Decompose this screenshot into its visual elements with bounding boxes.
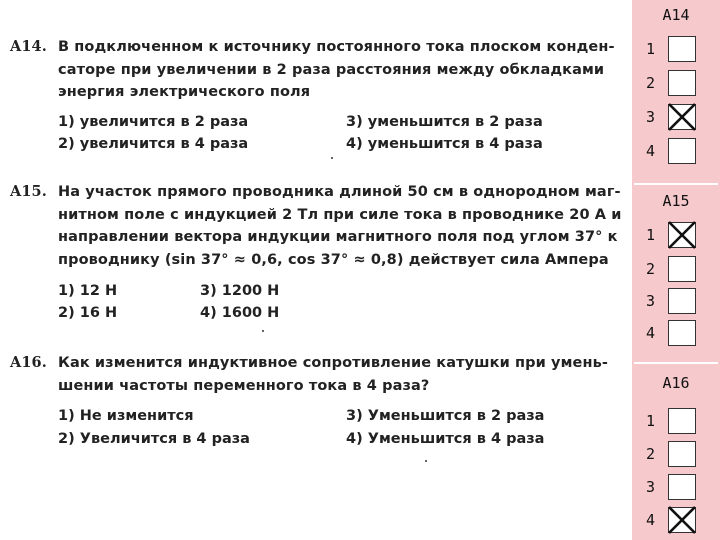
- answer-row[interactable]: [632, 406, 720, 436]
- group-divider: [634, 183, 718, 185]
- answer-checkbox[interactable]: [668, 36, 696, 62]
- answer-option[interactable]: 4) уменьшится в 4 раза: [346, 136, 543, 152]
- answer-option[interactable]: 2) 16 Н: [58, 305, 118, 321]
- cross-mark-icon: [667, 103, 697, 131]
- answer-row[interactable]: [632, 254, 720, 284]
- answer-number: 3: [646, 292, 656, 310]
- question-number: A14.: [10, 38, 47, 55]
- answer-row[interactable]: [632, 439, 720, 469]
- question-text-line: На участок прямого проводника длиной 50 см в однородном маг-: [58, 184, 621, 200]
- scan-speck: [262, 330, 264, 332]
- answer-row[interactable]: [632, 68, 720, 98]
- answer-option[interactable]: 2) увеличится в 4 раза: [58, 136, 249, 152]
- question-text-line: нитном поле с индукцией 2 Тл при силе тока в проводнике 20 А и: [58, 206, 622, 223]
- question-a14: [10, 36, 620, 104]
- answer-row[interactable]: [632, 102, 720, 132]
- answer-checkbox[interactable]: [668, 256, 696, 282]
- question-text-line: Как изменится индуктивное сопротивление катушки при умень-: [58, 355, 608, 371]
- answer-group-label: A16: [662, 374, 690, 392]
- answer-option[interactable]: 2) Увеличится в 4 раза: [58, 431, 250, 447]
- answer-group-label: A15: [662, 192, 690, 210]
- answer-option[interactable]: 4) Уменьшится в 4 раза: [346, 431, 545, 447]
- answer-checkbox[interactable]: [668, 70, 696, 96]
- answer-checkbox[interactable]: [668, 441, 696, 467]
- question-text-line: проводнику (sin 37° ≈ 0,6, cos 37° ≈ 0,8) действует сила Ампера: [58, 251, 609, 268]
- cross-mark-icon: [667, 221, 697, 249]
- answer-number: 1: [646, 412, 656, 430]
- answer-row[interactable]: [632, 220, 720, 250]
- question-a16: [10, 352, 620, 397]
- answer-row[interactable]: [632, 318, 720, 348]
- question-text-line: В подключенном к источнику постоянного тока плоском конден-: [58, 39, 615, 55]
- answer-row[interactable]: [632, 286, 720, 316]
- answer-checkbox-checked[interactable]: [668, 222, 696, 248]
- answer-option[interactable]: 1) 12 Н: [58, 283, 118, 299]
- question-text-line: энергия электрического поля: [58, 84, 311, 100]
- answer-checkbox[interactable]: [668, 320, 696, 346]
- answer-checkbox-checked[interactable]: [668, 507, 696, 533]
- answer-number: 1: [646, 40, 656, 58]
- answer-row[interactable]: [632, 34, 720, 64]
- answer-checkbox[interactable]: [668, 288, 696, 314]
- answer-number: 4: [646, 511, 656, 529]
- answer-group-label: A14: [662, 6, 690, 24]
- answer-number: 4: [646, 142, 656, 160]
- answer-number: 3: [646, 108, 656, 126]
- scan-speck: [331, 157, 333, 159]
- scan-speck: [425, 460, 427, 462]
- cross-mark-icon: [667, 506, 697, 534]
- answer-option[interactable]: 3) Уменьшится в 2 раза: [346, 408, 545, 424]
- answer-row[interactable]: [632, 505, 720, 535]
- answer-option[interactable]: 1) увеличится в 2 раза: [58, 114, 249, 130]
- question-a15: [10, 181, 620, 271]
- answer-number: 2: [646, 260, 656, 278]
- question-text-line: саторе при увеличении в 2 раза расстояния между обкладками: [58, 61, 605, 78]
- answer-sheet-panel: [632, 0, 720, 540]
- answer-number: 4: [646, 324, 656, 342]
- answer-number: 2: [646, 445, 656, 463]
- answer-checkbox[interactable]: [668, 408, 696, 434]
- answer-checkbox-checked[interactable]: [668, 104, 696, 130]
- question-number: A15.: [10, 183, 47, 200]
- answer-option[interactable]: 3) уменьшится в 2 раза: [346, 114, 543, 130]
- answer-option[interactable]: 4) 1600 Н: [200, 305, 280, 321]
- group-divider: [634, 362, 718, 364]
- answer-option[interactable]: 3) 1200 Н: [200, 283, 280, 299]
- answer-number: 3: [646, 478, 656, 496]
- answer-option[interactable]: 1) Не изменится: [58, 408, 194, 424]
- question-text-line: шении частоты переменного тока в 4 раза?: [58, 377, 430, 394]
- answer-row[interactable]: [632, 136, 720, 166]
- answer-checkbox[interactable]: [668, 138, 696, 164]
- question-number: A16.: [10, 354, 47, 371]
- answer-row[interactable]: [632, 472, 720, 502]
- question-text-line: направлении вектора индукции магнитного поля под углом 37° к: [58, 229, 618, 245]
- answer-number: 2: [646, 74, 656, 92]
- answer-number: 1: [646, 226, 656, 244]
- answer-checkbox[interactable]: [668, 474, 696, 500]
